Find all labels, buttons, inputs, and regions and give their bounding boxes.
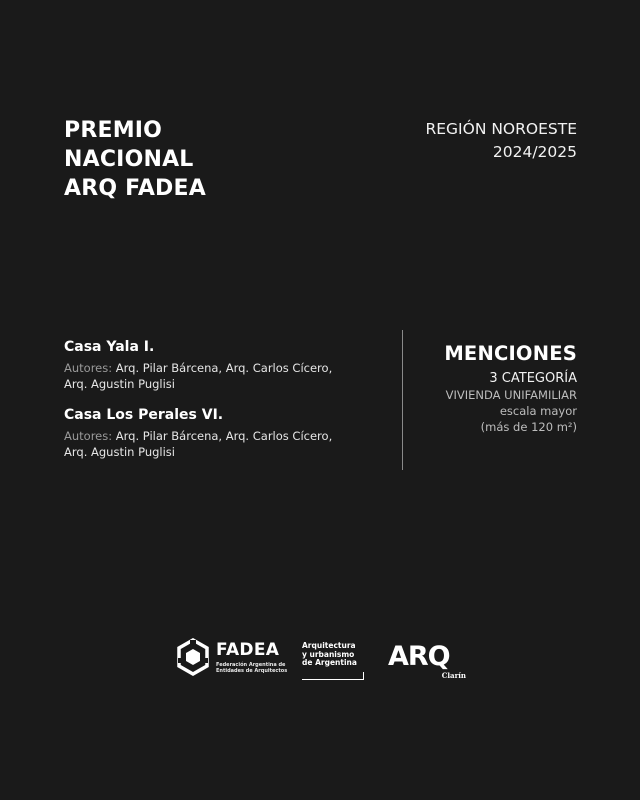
aua-bracket: [302, 672, 364, 680]
logos-row: [0, 632, 640, 692]
title-line-3: ARQ FADEA: [64, 176, 206, 201]
region-name: REGIÓN NOROESTE: [425, 120, 577, 138]
page-title: [64, 116, 206, 203]
mentions-subtitle-line-1: VIVIENDA UNIFAMILIAR: [445, 388, 577, 402]
aua-line-2: y urbanismo: [302, 649, 355, 659]
work-title: Casa Yala I.: [64, 339, 155, 355]
works-list: [64, 338, 364, 474]
authors-line-1: Arq. Pilar Bárcena, Arq. Carlos Cícero,: [115, 361, 333, 375]
arq-word: ARQ: [388, 641, 450, 672]
arq-sub: Clarín: [441, 671, 466, 680]
authors-label: Autores:: [64, 429, 113, 443]
mentions-subtitle: [444, 387, 577, 435]
fadea-subtitle: [216, 662, 296, 674]
authors-line-2: Arq. Agustin Puglisi: [64, 445, 175, 459]
authors-line-2: Arq. Agustin Puglisi: [64, 377, 175, 391]
fadea-subtitle-line-1: Federación Argentina de: [216, 662, 286, 668]
fadea-name: FADEA: [216, 640, 280, 660]
aua-line-1: Arquitectura: [302, 641, 356, 650]
work-authors: [64, 428, 364, 460]
fadea-subtitle-line-2: Entidades de Arquitectos: [216, 668, 288, 674]
mentions-block: [444, 342, 577, 435]
aua-logo: [302, 642, 366, 682]
aua-text: [302, 642, 366, 668]
authors-label: Autores:: [64, 361, 113, 375]
mentions-heading: MENCIONES: [444, 342, 577, 365]
arq-logo: [388, 642, 468, 686]
region-period: 2024/2025: [492, 143, 577, 161]
aua-line-3: de Argentina: [302, 658, 357, 667]
work-item: [64, 406, 364, 460]
mentions-subtitle-line-3: (más de 120 m²): [480, 420, 577, 434]
region-block: [425, 118, 577, 164]
authors-line-1: Arq. Pilar Bárcena, Arq. Carlos Cícero,: [115, 429, 333, 443]
fadea-hexagon-icon: [176, 638, 210, 676]
fadea-logo: [176, 638, 296, 682]
title-line-1: PREMIO: [64, 118, 163, 143]
work-authors: [64, 360, 364, 392]
work-item: [64, 338, 364, 392]
mentions-subtitle-line-2: escala mayor: [499, 404, 577, 418]
vertical-divider: [402, 330, 403, 470]
work-title: Casa Los Perales VI.: [64, 407, 224, 423]
title-line-2: NACIONAL: [64, 147, 194, 172]
mentions-category: 3 CATEGORÍA: [489, 371, 577, 386]
